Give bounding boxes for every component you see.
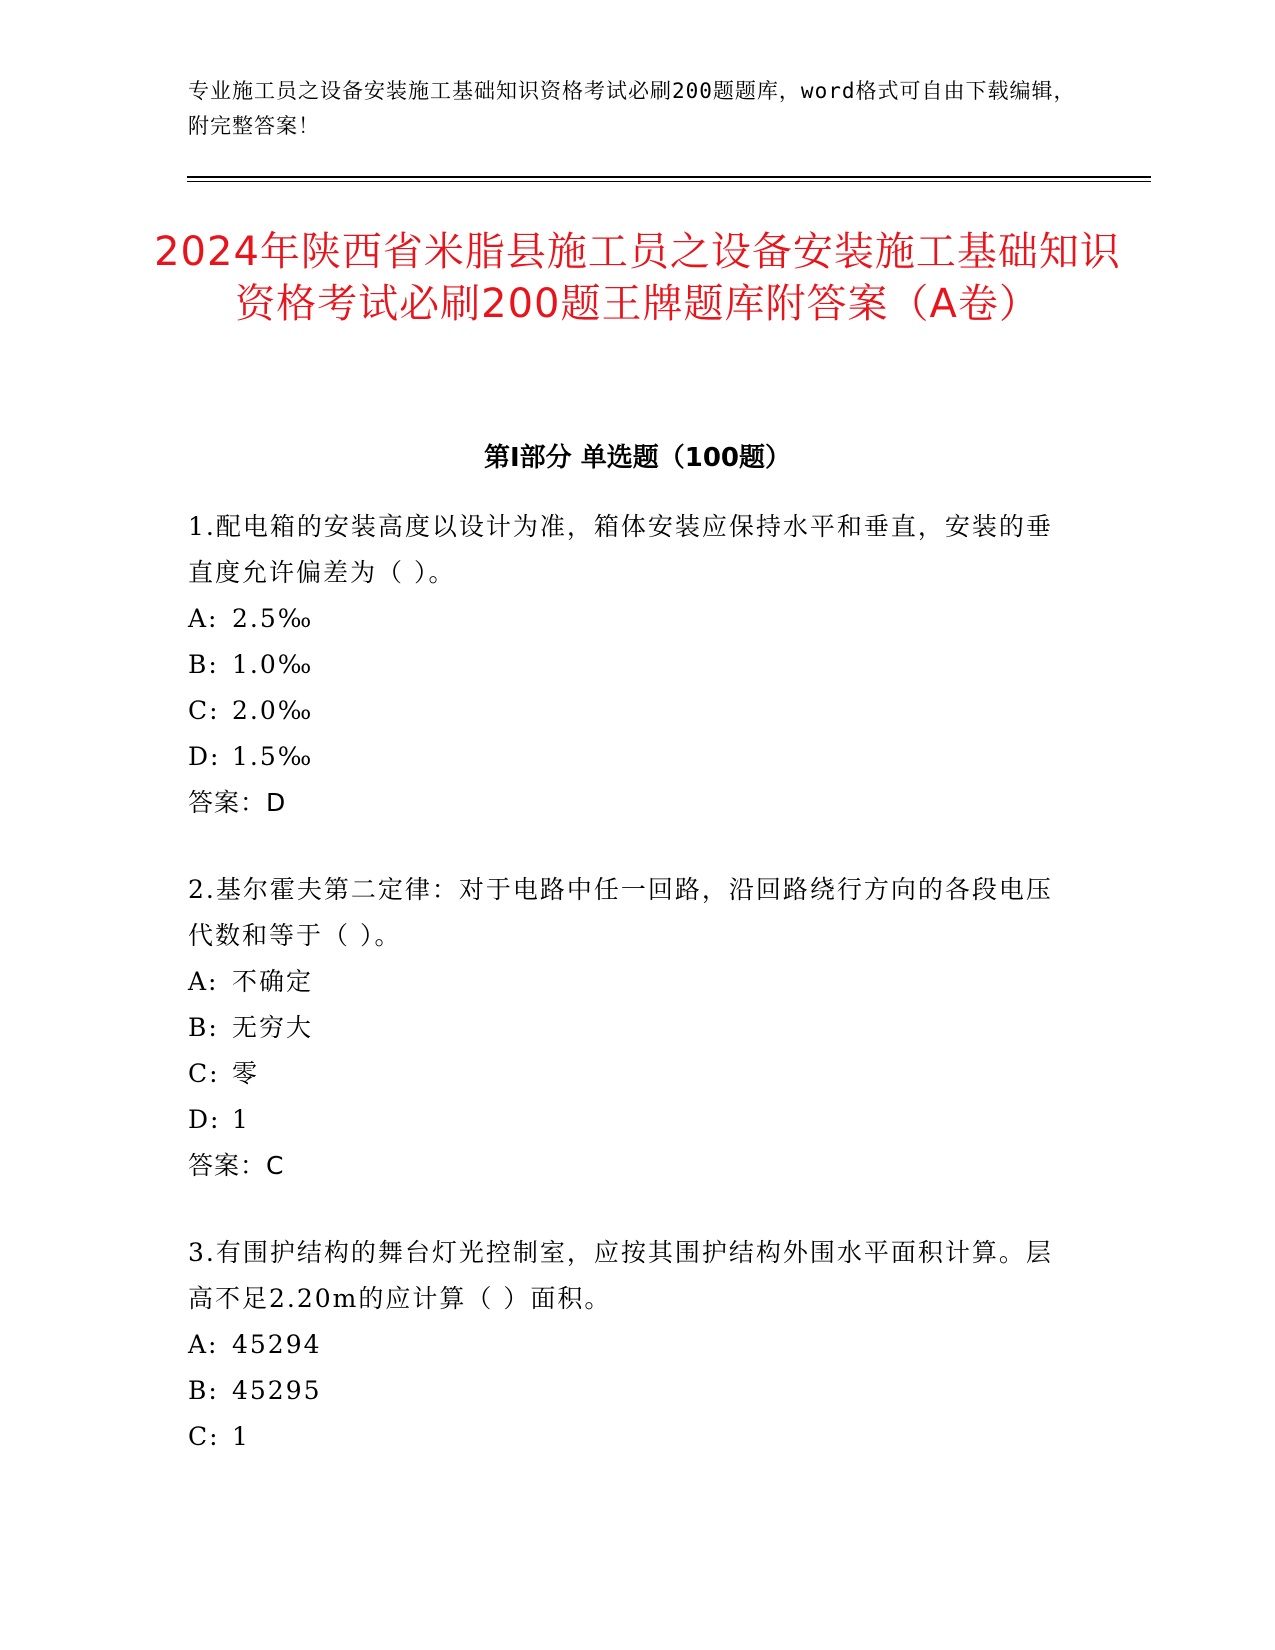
question-3 <box>188 1230 1068 1460</box>
option-text: 1.5‰ <box>232 742 314 771</box>
header-note: 专业施工员之设备安装施工基础知识资格考试必刷200题题库，word格式可自由下载编辑，附完整答案！ <box>188 79 1076 138</box>
option-a <box>188 596 1068 642</box>
option-text: 1 <box>232 1105 250 1134</box>
option-c <box>188 1051 1068 1097</box>
option-text: 2.0‰ <box>232 696 314 725</box>
option-key: B: <box>188 1376 219 1405</box>
option-c <box>188 688 1068 734</box>
option-key: C: <box>188 1059 220 1088</box>
option-text: 零 <box>232 1059 260 1088</box>
option-text: 不确定 <box>232 967 314 996</box>
option-key: D: <box>188 742 221 771</box>
option-key: C: <box>188 1422 220 1451</box>
option-text: 2.5‰ <box>232 604 314 633</box>
option-text: 1.0‰ <box>232 650 314 679</box>
question-1 <box>188 504 1068 826</box>
option-text: 1 <box>232 1422 250 1451</box>
header-divider-thin <box>187 181 1151 182</box>
option-text: 无穷大 <box>232 1013 314 1042</box>
option-text: 45295 <box>232 1376 322 1405</box>
question-stem: 1.配电箱的安装高度以设计为准，箱体安装应保持水平和垂直，安装的垂直度允许偏差为（ ）。 <box>188 512 1053 587</box>
question-stem: 3.有围护结构的舞台灯光控制室，应按其围护结构外围水平面积计算。层高不足2.20m的应计算（ ）面积。 <box>188 1238 1053 1313</box>
option-b <box>188 1368 1068 1414</box>
option-key: A: <box>188 604 219 633</box>
option-text: 45294 <box>232 1330 322 1359</box>
question-stem: 2.基尔霍夫第二定律：对于电路中任一回路，沿回路绕行方向的各段电压代数和等于（ ）。 <box>188 875 1053 950</box>
header-divider <box>187 176 1151 178</box>
option-a <box>188 1322 1068 1368</box>
option-b <box>188 642 1068 688</box>
document-title: 2024年陕西省米脂县施工员之设备安装施工基础知识资格考试必刷200题王牌题库附答案（A卷） <box>154 229 1121 327</box>
option-d <box>188 1097 1068 1143</box>
answer-line: 答案：D <box>188 788 287 817</box>
answer-line: 答案：C <box>188 1151 285 1180</box>
option-c <box>188 1414 1068 1460</box>
option-key: B: <box>188 1013 219 1042</box>
option-b <box>188 1005 1068 1051</box>
question-2 <box>188 867 1068 1189</box>
option-key: C: <box>188 696 220 725</box>
section-title: 第Ⅰ部分 单选题（100题） <box>484 443 791 473</box>
option-d <box>188 734 1068 780</box>
option-key: A: <box>188 967 219 996</box>
option-key: D: <box>188 1105 221 1134</box>
option-a <box>188 959 1068 1005</box>
option-key: B: <box>188 650 219 679</box>
option-key: A: <box>188 1330 219 1359</box>
